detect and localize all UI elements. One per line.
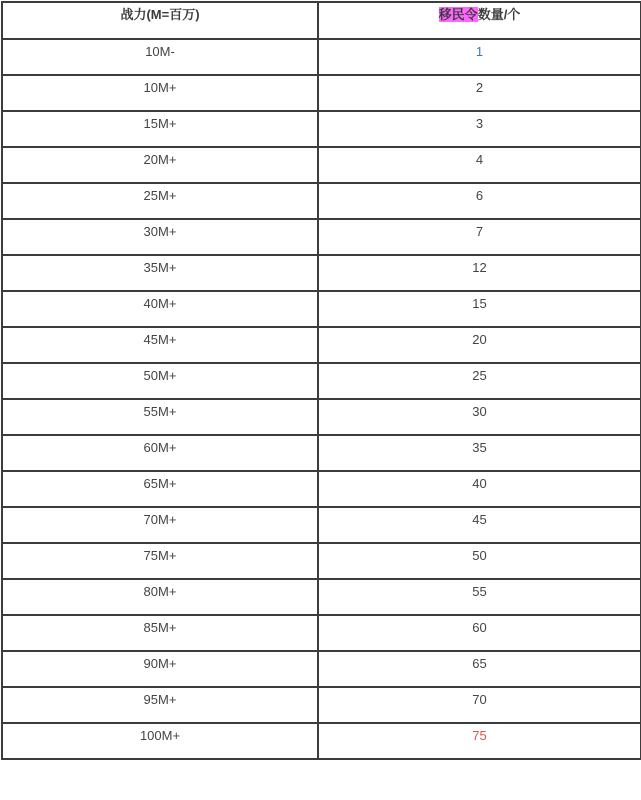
cell-power: 35M+	[2, 255, 318, 291]
cell-count: 2	[318, 75, 641, 111]
immigration-token-table-container	[0, 1, 641, 800]
immigration-token-table	[1, 1, 641, 760]
cell-count: 50	[318, 543, 641, 579]
cell-count: 35	[318, 435, 641, 471]
table-row	[2, 75, 641, 111]
header-token-count	[318, 2, 641, 39]
cell-count: 12	[318, 255, 641, 291]
cell-power: 30M+	[2, 219, 318, 255]
cell-power: 15M+	[2, 111, 318, 147]
cell-count: 70	[318, 687, 641, 723]
cell-count: 3	[318, 111, 641, 147]
cell-power: 75M+	[2, 543, 318, 579]
cell-count: 30	[318, 399, 641, 435]
header-token-highlight: 移民令	[438, 7, 478, 22]
header-token-count-label: 数量/个	[477, 7, 521, 22]
cell-power: 10M-	[2, 39, 318, 75]
cell-power: 70M+	[2, 507, 318, 543]
cell-power: 10M+	[2, 75, 318, 111]
cell-count: 65	[318, 651, 641, 687]
cell-count: 55	[318, 579, 641, 615]
table-row	[2, 327, 641, 363]
table-row	[2, 651, 641, 687]
cell-power: 45M+	[2, 327, 318, 363]
cell-count: 60	[318, 615, 641, 651]
cell-count: 4	[318, 147, 641, 183]
table-row	[2, 39, 641, 75]
table-row	[2, 255, 641, 291]
cell-count: 7	[318, 219, 641, 255]
cell-count: 6	[318, 183, 641, 219]
table-row	[2, 147, 641, 183]
table-row	[2, 471, 641, 507]
cell-power: 60M+	[2, 435, 318, 471]
cell-power: 40M+	[2, 291, 318, 327]
cell-count: 1	[318, 39, 641, 75]
cell-power: 90M+	[2, 651, 318, 687]
table-row	[2, 543, 641, 579]
cell-count: 15	[318, 291, 641, 327]
table-row	[2, 291, 641, 327]
cell-power: 65M+	[2, 471, 318, 507]
cell-count: 20	[318, 327, 641, 363]
cell-power: 20M+	[2, 147, 318, 183]
cell-count: 40	[318, 471, 641, 507]
header-power: 战力(M=百万)	[2, 2, 318, 39]
table-row	[2, 399, 641, 435]
cell-power: 85M+	[2, 615, 318, 651]
table-row	[2, 723, 641, 759]
table-row	[2, 615, 641, 651]
cell-count: 45	[318, 507, 641, 543]
cell-power: 100M+	[2, 723, 318, 759]
table-row	[2, 111, 641, 147]
cell-count: 75	[318, 723, 641, 759]
table-row	[2, 579, 641, 615]
table-row	[2, 363, 641, 399]
table-row	[2, 507, 641, 543]
table-body	[2, 39, 641, 759]
cell-count: 25	[318, 363, 641, 399]
cell-power: 50M+	[2, 363, 318, 399]
cell-power: 25M+	[2, 183, 318, 219]
cell-power: 80M+	[2, 579, 318, 615]
table-header-row	[2, 2, 641, 39]
table-row	[2, 687, 641, 723]
table-row	[2, 435, 641, 471]
table-row	[2, 183, 641, 219]
cell-power: 55M+	[2, 399, 318, 435]
cell-power: 95M+	[2, 687, 318, 723]
table-row	[2, 219, 641, 255]
